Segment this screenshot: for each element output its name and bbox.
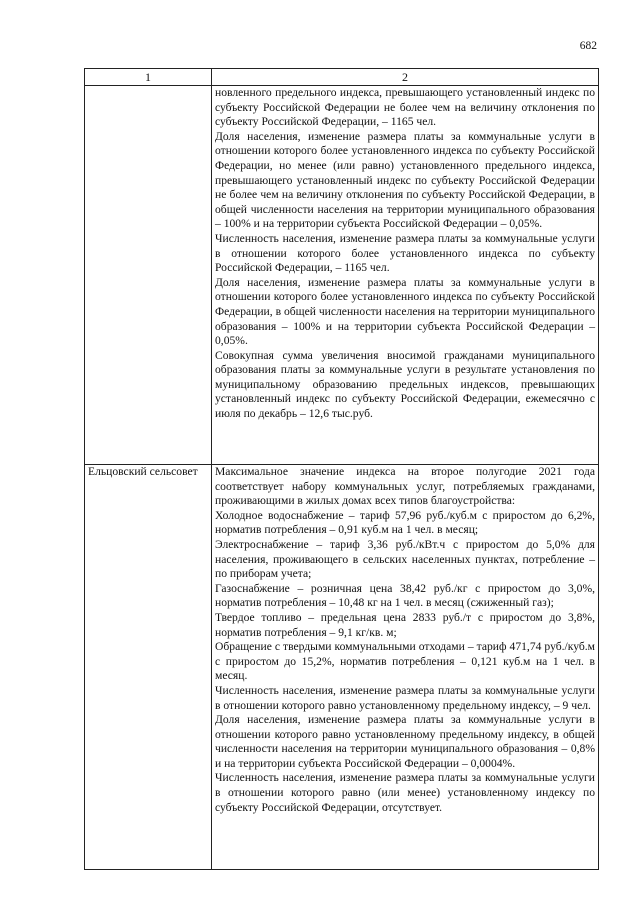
paragraph: Численность населения, изменение размера платы за коммунальные услуги в отношении которого равно установленному предельному индексу, – 9 чел. [215,683,595,712]
table-row [85,86,599,465]
paragraph: Доля населения, изменение размера платы за коммунальные услуги в отношении которого равно установленному предельному индексу, в общей численности населения на территории муниципального образования – 0,8% и на территории субъекта Российской Федерации – 0,0004%. [215,713,595,770]
paragraph: Обращение с твердыми коммунальными отходами – тариф 471,74 руб./куб.м с приростом до 15,2%, норматив потребления – 0,121 куб.м на 1 чел. в месяц. [215,640,595,683]
paragraph: Численность населения, изменение размера платы за коммунальные услуги в отношении которого более установленного индекса по субъекту Российской Федерации, – 1165 чел. [215,231,595,275]
page-number: 682 [579,40,597,52]
column-header-1: 1 [85,69,212,86]
description-cell [212,465,599,870]
region-cell: Ельцовский сельсовет [85,465,212,870]
paragraph: Газоснабжение – розничная цена 38,42 руб./кг с приростом до 3,0%, норматив потребления – 10,48 кг на 1 чел. в месяц (сжиженный газ); [215,581,595,610]
region-cell [85,86,212,465]
paragraph: Численность населения, изменение размера платы за коммунальные услуги в отношении которого равно (или менее) установленному индексу по субъекту Российской Федерации, отсутствует. [215,771,595,814]
table-row [85,465,599,870]
paragraph: Совокупная сумма увеличения вносимой гражданами муниципального образования платы за коммунальные услуги в результате установления по муниципальному образованию предельных индексов, превышающих установленный индекс по субъекту Российской Федерации, ежемесячно с июля по декабрь – 12,6 тыс.руб. [215,348,595,421]
paragraph: Доля населения, изменение размера платы за коммунальные услуги в отношении которого более установленного индекса по субъекту Российской Федерации, в общей численности населения на территории муниципального образования – 100% и на территории субъекта Российской Федерации – 0,05%. [215,275,595,348]
paragraph: Электроснабжение – тариф 3,36 руб./кВт.ч с приростом до 5,0% для населения, проживающего в сельских населенных пунктах, потребление – по приборам учета; [215,537,595,581]
paragraph: новленного предельного индекса, превышающего установленный индекс по субъекту Российской Федерации не более чем на величину отклонения по субъекту Российской Федерации, – 1165 чел. [215,86,595,129]
description-cell [212,86,599,465]
paragraph: Холодное водоснабжение – тариф 57,96 руб./куб.м с приростом до 6,2%, норматив потребления – 0,91 куб.м на 1 чел. в месяц; [215,508,595,537]
table-header-row [85,69,599,86]
column-header-2: 2 [212,69,599,86]
paragraph: Доля населения, изменение размера платы за коммунальные услуги в отношении которого более установленного индекса по субъекту Российской Федерации, но менее (или равно) установленного предельного индекса, превышающего установленный индекс по субъекту Российской Федерации не более чем на величину отклонения по субъекту Российской Федерации, в общей численности населения на территории муниципального образования – 100% и на территории субъекта Российской Федерации – 0,05%. [215,129,595,231]
paragraph: Твердое топливо – предельная цена 2833 руб./т с приростом до 3,8%, норматив потребления – 9,1 кг/кв. м; [215,610,595,639]
document-table [84,68,599,870]
paragraph: Максимальное значение индекса на второе полугодие 2021 года соответствует набору коммунальных услуг, потребляемых гражданами, проживающими в жилых домах всех типов благоустройства: [215,465,595,508]
